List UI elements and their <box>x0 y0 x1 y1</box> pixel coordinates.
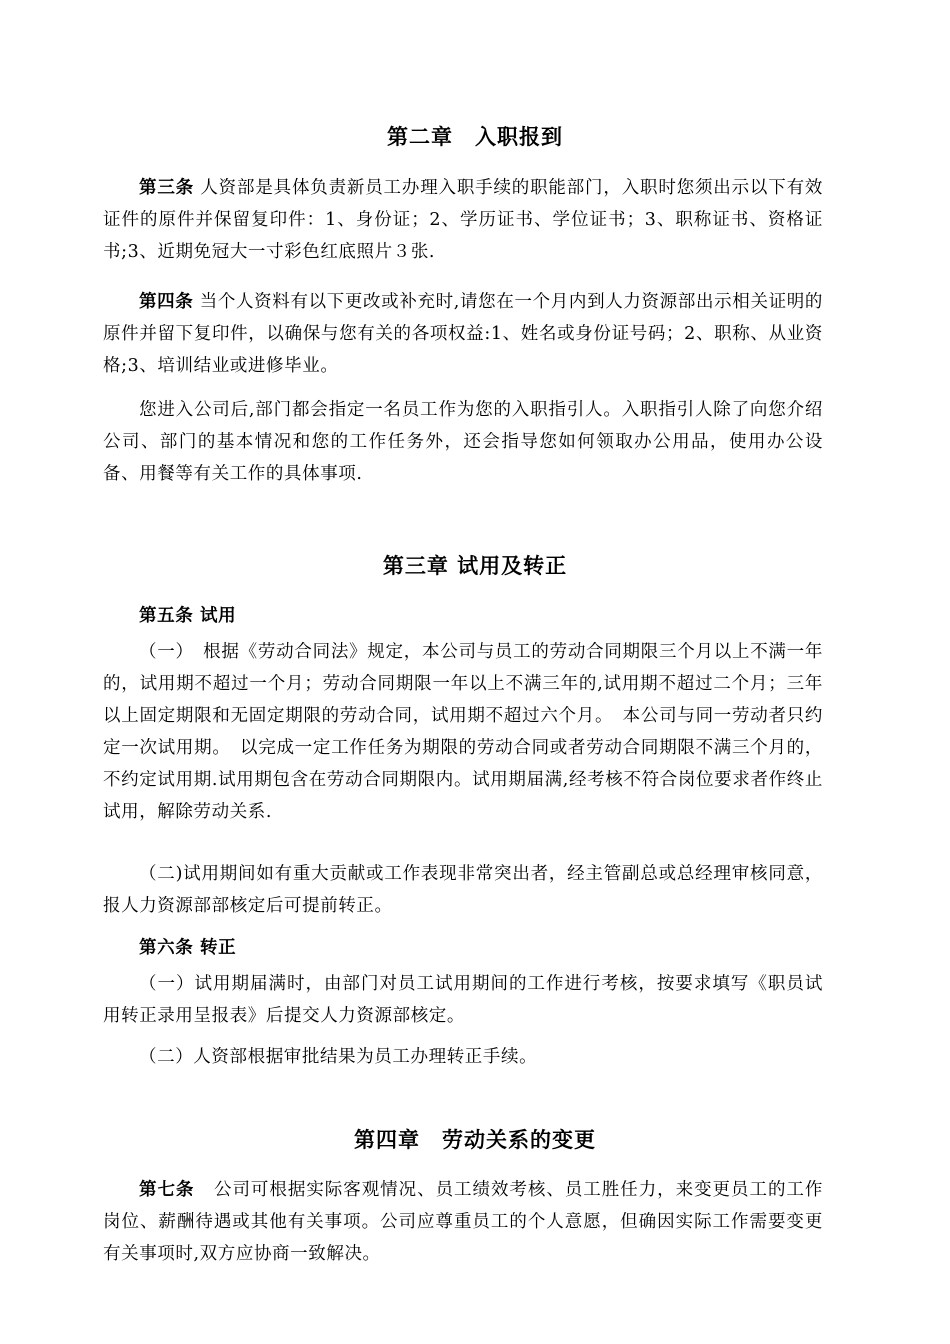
article-6-heading: 第六条 转正 <box>139 938 237 958</box>
article-7 <box>103 1174 823 1270</box>
onboarding-guide-paragraph: 您进入公司后,部门都会指定一名员工作为您的入职指引人。入职指引人除了向您介绍公司、部门的基本情况和您的工作任务外，还会指导您如何领取办公用品，使用办公设备、用餐等有关工作的具体事项. <box>103 400 823 484</box>
article-3 <box>103 172 823 268</box>
chapter-2-title: 第二章 入职报到 <box>387 125 563 149</box>
article-4 <box>103 286 823 382</box>
article-7-text: 公司可根据实际客观情况、员工绩效考核、员工胜任力，来变更员工的工作岗位、薪酬待遇或其他有关事项。公司应尊重员工的个人意愿，但确因实际工作需要变更有关事项时,双方应协商一致解决。 <box>103 1180 823 1264</box>
article-6-paragraph-1: （一）试用期届满时，由部门对员工试用期间的工作进行考核，按要求填写《职员试用转正录用呈报表》后提交人力资源部核定。 <box>103 974 823 1026</box>
article-7-label: 第七条 <box>139 1180 195 1200</box>
article-4-label: 第四条 <box>139 292 194 312</box>
article-5-paragraph-1: （一） 根据《劳动合同法》规定，本公司与员工的劳动合同期限三个月以上不满一年的，试用期不超过一个月；劳动合同期限一年以上不满三年的,试用期不超过二个月；三年以上固定期限和无固定期限的劳动合同，试用期不超过六个月。 本公司与同一劳动者只约定一次试用期。 以完成一定工作任务为期限的劳动合同或者劳动合同期限不满三个月的，不约定试用期.试用期包含在劳动合同期限内。试用期届满,经考核不符合岗位要求者作终止试用，解除劳动关系. <box>103 642 823 822</box>
article-3-label: 第三条 <box>139 178 194 198</box>
chapter-4-title: 第四章 劳动关系的变更 <box>354 1128 596 1152</box>
chapter-3-title: 第三章 试用及转正 <box>382 554 568 578</box>
article-6-paragraph-2: （二）人资部根据审批结果为员工办理转正手续。 <box>139 1047 538 1067</box>
article-3-text: 人资部是具体负责新员工办理入职手续的职能部门，入职时您须出示以下有效证件的原件并保留复印件：1、身份证；2、学历证书、学位证书；3、职称证书、资格证书;3、近期免冠大一寸彩色红底照片３张. <box>103 178 823 262</box>
article-4-text: 当个人资料有以下更改或补充时,请您在一个月内到人力资源部出示相关证明的原件并留下复印件，以确保与您有关的各项权益:1、姓名或身份证号码；2、职称、从业资格;3、培训结业或进修毕业。 <box>103 292 823 376</box>
article-5-paragraph-2: （二)试用期间如有重大贡献或工作表现非常突出者，经主管副总或总经理审核同意，报人力资源部部核定后可提前转正。 <box>103 864 823 916</box>
article-5-heading: 第五条 试用 <box>139 606 237 626</box>
